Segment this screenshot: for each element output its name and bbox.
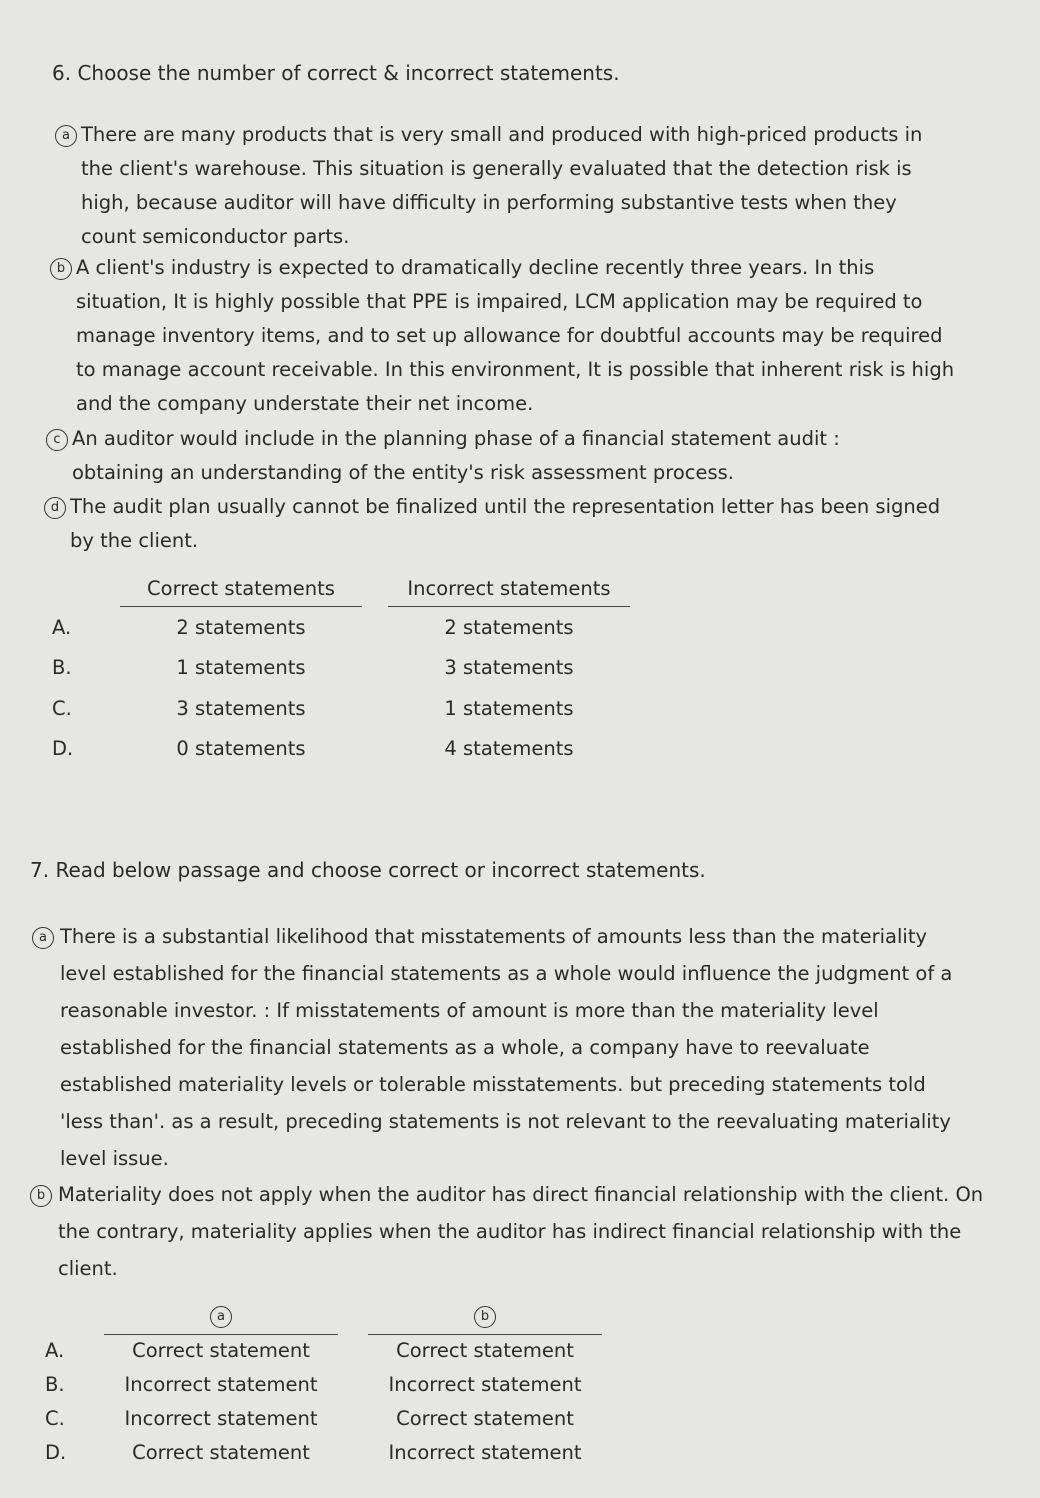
question-6-title: 6. Choose the number of correct & incorrect statements. bbox=[52, 61, 620, 85]
statement-c: c An auditor would include in the planning phase of a financial statement audit : obtaining an understanding of the entity's risk assessment process. bbox=[46, 422, 926, 490]
header-correct: Correct statements bbox=[120, 577, 362, 607]
circled-letter-a: a bbox=[32, 918, 54, 955]
statement-a: a There is a substantial likelihood that misstatements of amounts less than the materiality level established for the financial statements as a whole would influence the judgment of a reasonable investor. : If misstatements of amount is more than the materiality level established for the financial statements as a whole, a company have to reevaluate established materiality levels or tolerable misstatements. but preceding statements told 'less than'. as a result, preceding statements is not relevant to the reevaluating materiality level issue. bbox=[32, 918, 972, 1177]
circled-letter-c: c bbox=[46, 422, 68, 456]
circled-letter-b: b bbox=[50, 251, 72, 285]
question-7-title: 7. Read below passage and choose correct or incorrect statements. bbox=[30, 858, 706, 882]
circled-letter-d: d bbox=[44, 490, 66, 524]
header-b: b bbox=[368, 1304, 602, 1335]
header-incorrect: Incorrect statements bbox=[388, 577, 630, 607]
statement-b: b Materiality does not apply when the auditor has direct financial relationship with the client. On the contrary, materiality applies when the auditor has indirect financial relationship with the client. bbox=[30, 1176, 990, 1287]
statement-a: a There are many products that is very small and produced with high-priced products in the client's warehouse. This situation is generally evaluated that the detection risk is high, because auditor will have difficulty in performing substantive tests when they count semiconductor parts. bbox=[55, 118, 955, 254]
statement-b: b A client's industry is expected to dramatically decline recently three years. In this situation, It is highly possible that PPE is impaired, LCM application may be required to manage inventory items, and to set up allowance for doubtful accounts may be required to manage account receivable. In this environment, It is possible that inherent risk is high and the company understate their net income. bbox=[50, 251, 965, 421]
circled-letter-b: b bbox=[30, 1176, 52, 1213]
statement-d: d The audit plan usually cannot be finalized until the representation letter has been signed by the client. bbox=[44, 490, 944, 558]
header-a: a bbox=[104, 1304, 338, 1335]
circled-letter-a: a bbox=[55, 118, 77, 152]
